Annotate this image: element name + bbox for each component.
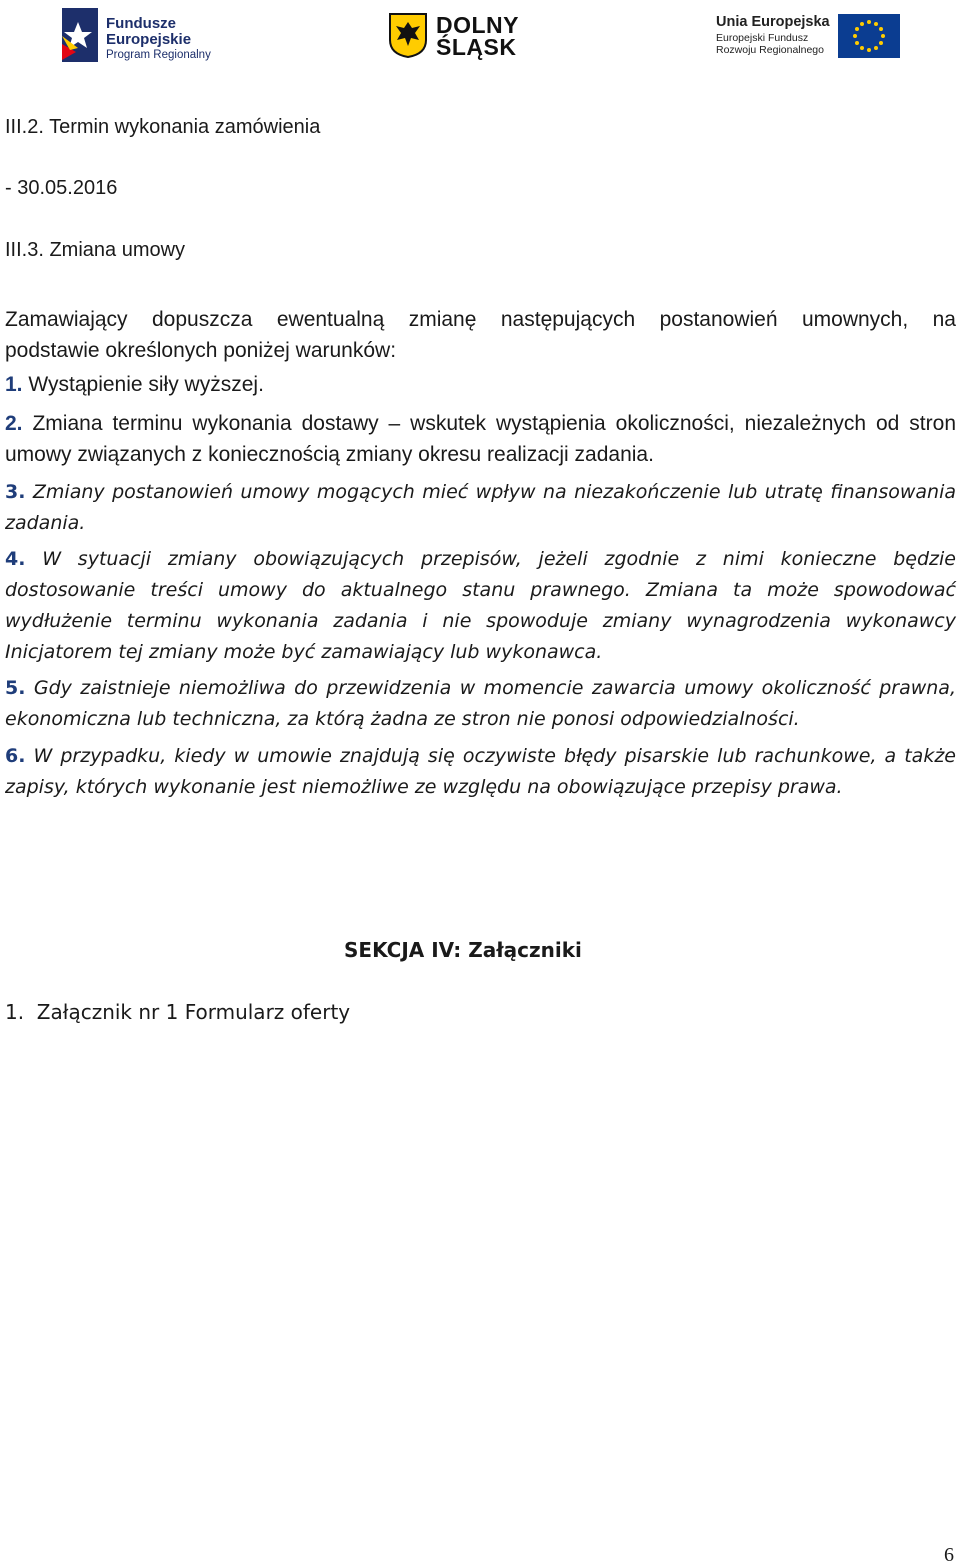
eagle-shield-icon xyxy=(388,12,428,58)
list-item-text: W sytuacji zmiany obowiązujących przepisów, jeżeli zgodnie z nimi konieczne będzie dostosowanie treści umowy do aktualnego stanu prawnego. Zmiana ta może spowodować wydłużenie terminu wykonania zadania i nie spowoduje zmiany wynagrodzenia wykonawcy Inicjatorem tej zmiany może być zamawiający lub wykonawca. xyxy=(5,548,956,663)
ue-subtitle-2: Rozwoju Regionalnego xyxy=(716,44,824,56)
attachment-1: 1. Załącznik nr 1 Formularz oferty xyxy=(5,1000,351,1024)
list-item-number: 1. xyxy=(5,373,23,396)
ds-line-1: DOLNY xyxy=(436,12,519,38)
list-item-text: Wystąpienie siły wyższej. xyxy=(28,373,264,396)
list-item-2 xyxy=(5,408,956,470)
section-iv-heading: SEKCJA IV: Załączniki xyxy=(344,938,582,962)
fe-title-line-1: Fundusze xyxy=(106,15,176,32)
list-item-text: Zmiany postanowień umowy mogących mieć wpływ na niezakończenie lub utratę finansowania zadania. xyxy=(5,481,956,534)
list-item-number: 3. xyxy=(5,481,26,503)
section-iii2-heading: III.2. Termin wykonania zamówienia xyxy=(5,116,321,138)
list-item-1 xyxy=(5,369,264,400)
list-item-6 xyxy=(5,741,956,803)
list-item-number: 4. xyxy=(5,548,26,570)
list-item-4 xyxy=(5,544,956,668)
list-item-number: 6. xyxy=(5,745,26,767)
intro-line-2: podstawie określonych poniżej warunków: xyxy=(5,339,397,362)
eu-flag-icon xyxy=(838,14,900,58)
logo-unia-europejska xyxy=(716,14,906,58)
list-item-number: 5. xyxy=(5,677,26,699)
ue-subtitle-1: Europejski Fundusz xyxy=(716,32,809,44)
logo-fundusze-europejskie xyxy=(58,6,218,64)
list-item-text: W przypadku, kiedy w umowie znajdują się oczywiste błędy pisarskie lub rachunkowe, a także zapisy, których wykonanie jest niemożliwe ze względu na obowiązujące przepisy prawa. xyxy=(5,745,956,798)
list-item-text: Gdy zaistnieje niemożliwa do przewidzenia w momencie zawarcia umowy okoliczność prawna, ekonomiczna lub techniczna, za którą żadna ze stron nie ponosi odpowiedzialności. xyxy=(5,677,956,730)
completion-date: - 30.05.2016 xyxy=(5,177,118,199)
fundusze-europejskie-emblem-icon xyxy=(58,6,102,64)
logo-dolny-slask xyxy=(388,12,528,60)
fe-title-line-2: Europejskie xyxy=(106,31,192,48)
ue-title: Unia Europejska xyxy=(716,14,830,30)
page-number: 6 xyxy=(944,1544,954,1566)
list-item-3 xyxy=(5,477,956,539)
ds-line-2: ŚLĄSK xyxy=(436,34,517,60)
section-iii3-heading: III.3. Zmiana umowy xyxy=(5,239,186,261)
list-item-5 xyxy=(5,673,956,735)
fe-subtitle: Program Regionalny xyxy=(106,49,211,61)
list-item-number: 2. xyxy=(5,412,23,435)
intro-line-1: Zamawiający dopuszcza ewentualną zmianę następujących postanowień umownych, na xyxy=(5,308,956,331)
list-item-text: Zmiana terminu wykonania dostawy – wskutek wystąpienia okoliczności, niezależnych od stron umowy związanych z koniecznością zmiany okresu realizacji zadania. xyxy=(5,412,956,466)
